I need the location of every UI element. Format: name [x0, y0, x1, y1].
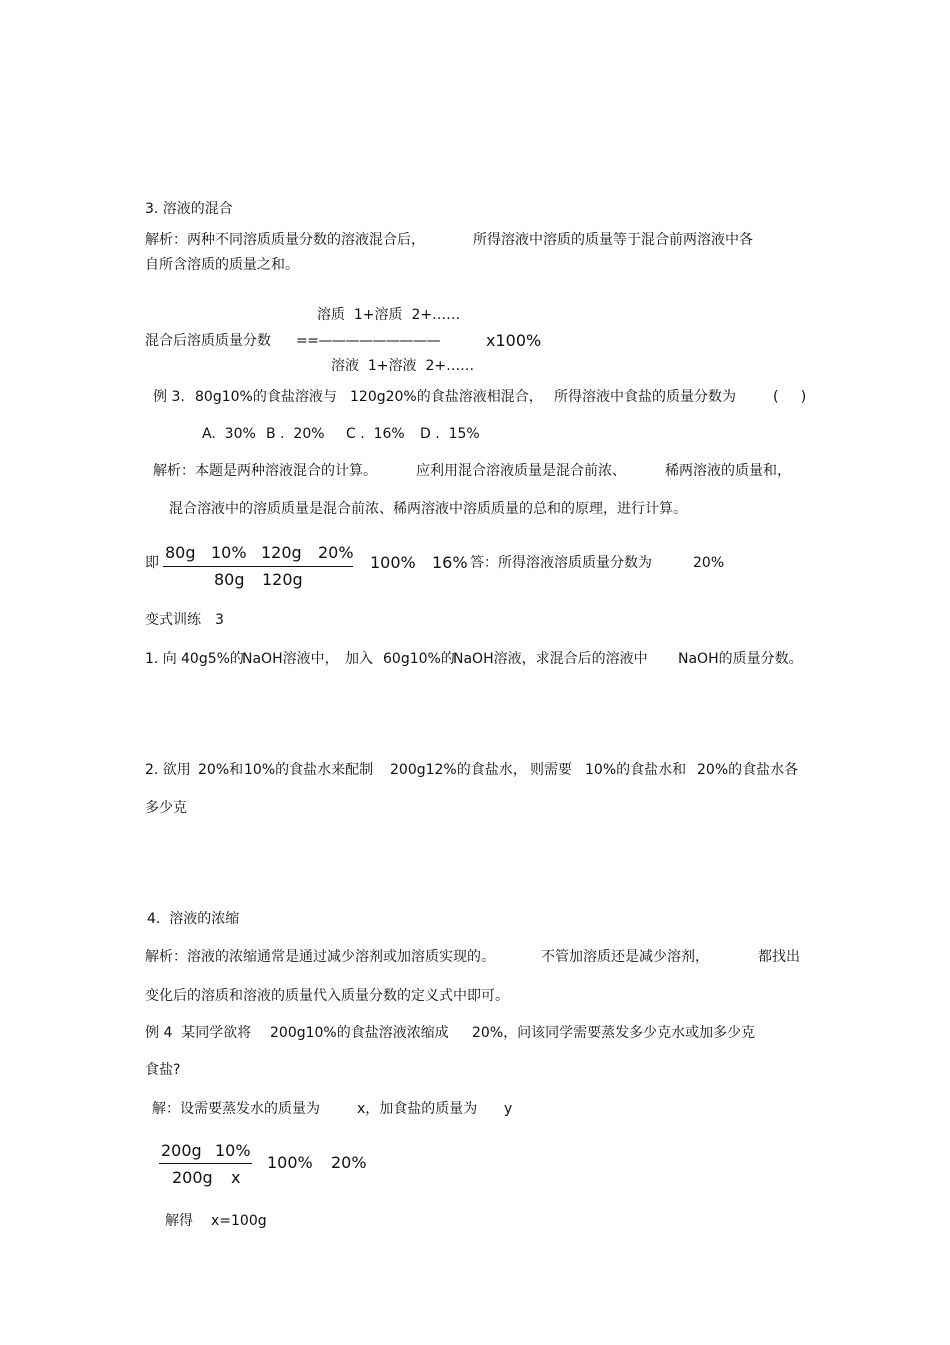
practice-q2-part-a: 20%和 — [198, 762, 244, 778]
example-3-analysis-part-a: 解析：本题是两种溶液混合的计算。 — [153, 463, 377, 479]
practice-q1-part-d: 60g10%的 — [383, 651, 455, 667]
example-3-option-a: A. 30% — [202, 426, 256, 442]
section-3-analysis-part-b: 所得溶液中溶质的质量等于混合前两溶液中各 — [473, 232, 753, 248]
mixing-formula-denominator: 溶液 1+溶液 2+…… — [331, 358, 475, 374]
example-3-option-b: B . 20% — [266, 426, 325, 442]
solution-denominator-x: x — [231, 1168, 241, 1187]
example-4-part-b: 200g10%的食盐溶液浓缩成 — [270, 1025, 449, 1041]
practice-q1-part-b: NaOH溶液中， — [242, 651, 339, 667]
solution-part-b: x，加食盐的质量为 — [357, 1101, 478, 1117]
section-4-analysis-part-c: 都找出 — [758, 949, 800, 965]
example-3-answer-blank: ( ) — [773, 389, 807, 405]
calc-answer-text: 答：所得溶液溶质质量分数为 — [470, 555, 652, 571]
example-4-part-c: 20%，问该同学需要蒸发多少克水或加多少克 — [472, 1025, 756, 1041]
calc-result: 16% — [432, 553, 468, 572]
example-3-option-c: C . 16% — [346, 426, 405, 442]
example-3-option-d: D . 15% — [420, 426, 480, 442]
calc-numerator-percent-1: 10% — [211, 543, 247, 562]
practice-q1-part-f: NaOH的质量分数。 — [678, 651, 803, 667]
practice-q2-part-c: 200g12%的食盐水， — [390, 762, 527, 778]
calc-numerator-percent-2: 20% — [318, 543, 354, 562]
solution-part-c: y — [504, 1101, 513, 1117]
practice-q1-part-a: 40g5%的 — [181, 651, 244, 667]
practice-title: 变式训练 — [145, 612, 201, 628]
solution-equals-20-percent: 20% — [331, 1153, 367, 1172]
practice-q2-part-b: 10%的食盐水来配制 — [244, 762, 374, 778]
mixing-formula-lhs: 混合后溶质质量分数 — [145, 333, 271, 349]
solution-part-a: 解：设需要蒸发水的质量为 — [152, 1101, 320, 1117]
example-4-part-a: 例 4 某同学欲将 — [145, 1025, 252, 1041]
practice-q1-number: 1. 向 — [145, 651, 177, 667]
section-4-heading: 4. 溶液的浓缩 — [147, 911, 240, 927]
calc-times-100-percent: 100% — [370, 553, 416, 572]
practice-q2-part-d: 则需要 — [530, 762, 572, 778]
solution-numerator-percent: 10% — [215, 1141, 251, 1160]
calc-fraction-line — [163, 566, 353, 567]
calc-numerator-mass-2: 120g — [261, 543, 302, 562]
solution-numerator-mass: 200g — [161, 1141, 202, 1160]
example-3-part-a: 80g10%的食盐溶液与 — [195, 389, 337, 405]
example-3-part-b: 120g20%的食盐溶液相混合， — [350, 389, 543, 405]
practice-q1-part-e: NaOH溶液，求混合后的溶液中 — [453, 651, 648, 667]
practice-q2-part-f: 20%的食盐水各 — [697, 762, 799, 778]
solution-denominator-mass: 200g — [172, 1168, 213, 1187]
practice-number: 3 — [215, 612, 224, 628]
practice-q2-number: 2. 欲用 — [145, 762, 191, 778]
solution-fraction-line — [159, 1163, 252, 1164]
example-3-analysis-part-b: 应利用混合溶液质量是混合前浓、 — [416, 463, 626, 479]
section-3-analysis-part-c: 自所含溶质的质量之和。 — [145, 257, 299, 273]
example-3-analysis-part-c: 稀两溶液的质量和， — [665, 463, 791, 479]
calc-denominator-mass-1: 80g — [214, 570, 245, 589]
example-3-lead: 例 3. — [153, 389, 185, 405]
section-4-analysis-line-2: 变化后的溶质和溶液的质量代入质量分数的定义式中即可。 — [145, 988, 509, 1004]
calc-denominator-mass-2: 120g — [262, 570, 303, 589]
calc-numerator-mass-1: 80g — [165, 543, 196, 562]
section-3-analysis-part-a: 解析：两种不同溶质质量分数的溶液混合后， — [145, 232, 425, 248]
solution-result-value: x=100g — [211, 1213, 267, 1229]
example-3-analysis-line-2: 混合溶液中的溶质质量是混合前浓、稀两溶液中溶质质量的总和的原理，进行计算。 — [169, 501, 687, 517]
mixing-formula-times-100: x100% — [486, 331, 542, 350]
section-4-analysis-part-b: 不管加溶质还是减少溶剂， — [541, 949, 709, 965]
practice-q2-part-e: 10%的食盐水和 — [585, 762, 687, 778]
solution-result-label: 解得 — [165, 1213, 193, 1229]
mixing-formula-fraction-bar: ==————————— — [296, 333, 440, 349]
solution-times-100-percent: 100% — [267, 1153, 313, 1172]
mixing-formula-numerator: 溶质 1+溶质 2+…… — [317, 307, 461, 323]
practice-q2-part-g: 多少克 — [145, 800, 187, 816]
section-3-heading: 3. 溶液的混合 — [145, 201, 233, 217]
calc-prefix: 即 — [145, 555, 159, 571]
example-3-part-c: 所得溶液中食盐的质量分数为 — [554, 389, 736, 405]
example-4-part-d: 食盐? — [145, 1062, 181, 1078]
practice-q1-part-c: 加入 — [345, 651, 373, 667]
calc-answer-value: 20% — [693, 555, 725, 571]
section-4-analysis-part-a: 解析：溶液的浓缩通常是通过减少溶剂或加溶质实现的。 — [145, 949, 495, 965]
